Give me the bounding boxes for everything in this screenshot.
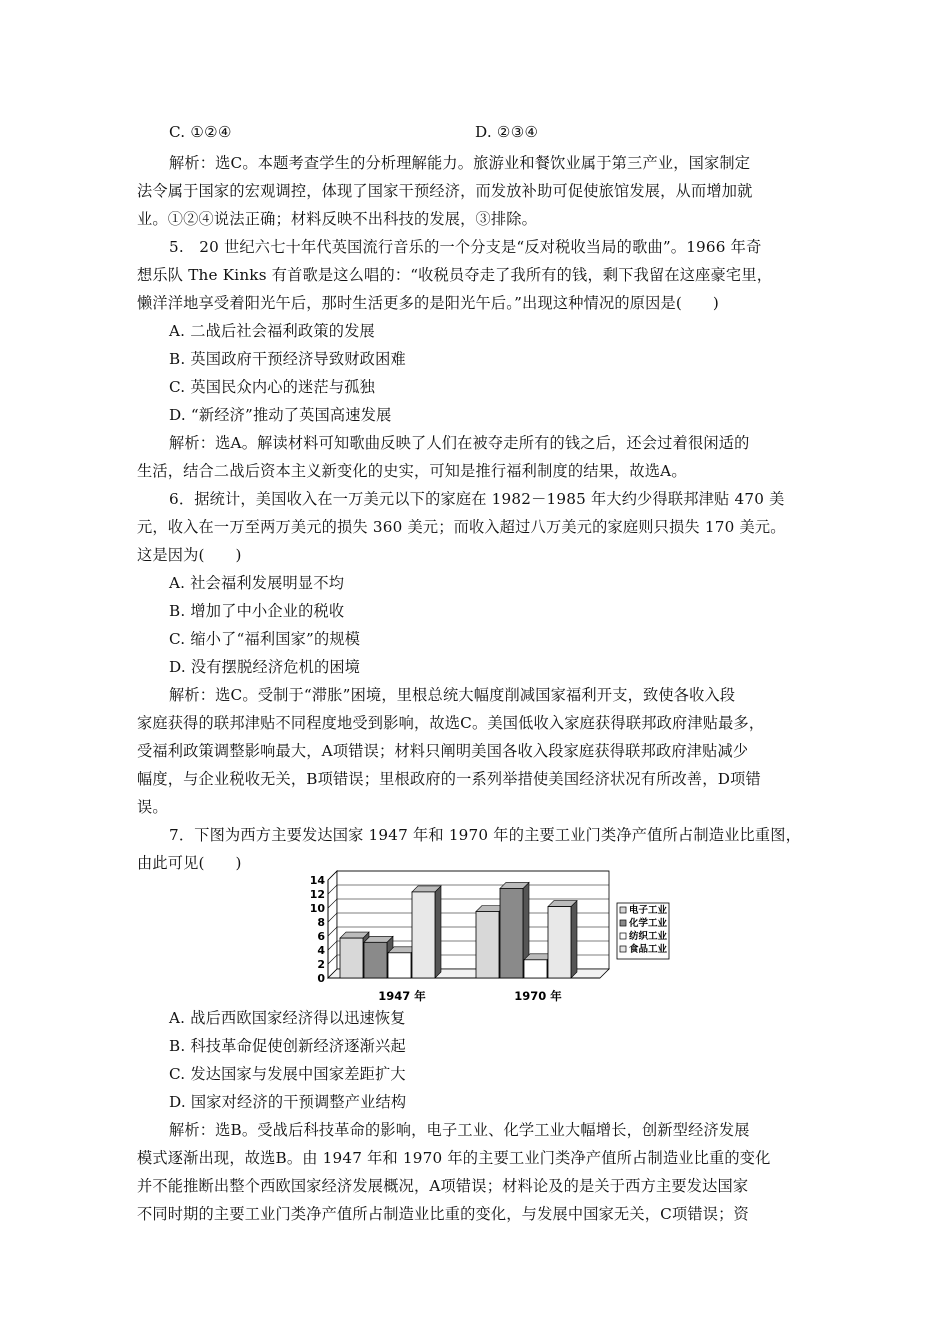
q5-option-c: C. 英国民众内心的迷茫与孤独: [169, 378, 375, 396]
q7-stem-line: 由此可见( ): [137, 854, 242, 872]
q5-option-a: A. 二战后社会福利政策的发展: [169, 322, 375, 340]
q5-analysis-line: 解析：选A。解读材料可知歌曲反映了人们在被夺走所有的钱之后，还会过着很闲适的: [169, 434, 750, 452]
legend-swatch: [620, 946, 626, 952]
q6-analysis-line: 受福利政策调整影响最大，A项错误；材料只阐明美国各收入段家庭获得联邦政府津贴减少: [137, 742, 749, 760]
q4-analysis-line: 解析：选C。本题考查学生的分析理解能力。旅游业和餐饮业属于第三产业，国家制定: [169, 154, 751, 172]
chart-ytick-label: 6: [317, 930, 325, 943]
q5-stem-line: 懒洋洋地享受着阳光午后，那时生活更多的是阳光午后。”出现这种情况的原因是( ): [137, 294, 719, 312]
q6-stem-line: 6．据统计，美国收入在一万美元以下的家庭在 1982－1985 年大约少得联邦津贴 470 美: [169, 490, 785, 508]
bar: [340, 938, 363, 978]
q7-option-c: C. 发达国家与发展中国家差距扩大: [169, 1065, 406, 1083]
chart-ytick-label: 14: [309, 874, 325, 887]
chart-ytick-label: 10: [309, 902, 325, 915]
q6-option-a: A. 社会福利发展明显不均: [169, 574, 345, 592]
q5-option-b: B. 英国政府干预经济导致财政困难: [169, 350, 406, 368]
q4-option-c: C. ①②④: [169, 123, 232, 141]
q6-option-b: B. 增加了中小企业的税收: [169, 602, 345, 620]
chart-side-wall: [328, 871, 337, 978]
legend-label: 电子工业: [629, 905, 668, 916]
bar-side: [435, 886, 441, 978]
q7-option-a: A. 战后西欧国家经济得以迅速恢复: [169, 1009, 406, 1027]
chart-ytick-label: 8: [317, 916, 325, 929]
q5-option-d: D. “新经济”推动了英国高速发展: [169, 406, 392, 424]
legend-label: 食品工业: [629, 944, 668, 955]
q4-analysis-line: 业。①②④说法正确；材料反映不出科技的发展，③排除。: [137, 210, 538, 228]
chart-ytick-label: 12: [309, 888, 325, 901]
legend-swatch: [620, 933, 626, 939]
bar-side: [571, 901, 577, 978]
bar: [524, 960, 547, 978]
chart-category-label: 1970 年: [514, 989, 562, 1003]
legend-swatch: [620, 907, 626, 913]
industry-share-chart: [298, 868, 680, 1003]
q7-analysis-line: 并不能推断出整个西欧国家经济发展概况，A项错误；材料论及的是关于西方主要发达国家: [137, 1177, 749, 1195]
q7-analysis-line: 解析：选B。受战后科技革命的影响，电子工业、化学工业大幅增长，创新型经济发展: [169, 1121, 750, 1139]
q5-stem-line: 想乐队 The Kinks 有首歌是这么唱的：“收税员夺走了我所有的钱，剩下我留在这座豪宅里，: [137, 266, 773, 284]
bar: [388, 953, 411, 978]
legend-swatch: [620, 920, 626, 926]
chart-ytick-label: 2: [317, 958, 325, 971]
q7-option-b: B. 科技革命促使创新经济逐渐兴起: [169, 1037, 406, 1055]
q6-analysis-line: 误。: [137, 798, 168, 816]
chart-ytick-label: 0: [317, 972, 325, 985]
q6-analysis-line: 家庭获得的联邦津贴不同程度地受到影响，故选C。美国低收入家庭获得联邦政府津贴最多，: [137, 714, 765, 732]
q7-analysis-line: 不同时期的主要工业门类净产值所占制造业比重的变化，与发展中国家无关，C项错误；资: [137, 1205, 749, 1223]
bar: [548, 907, 571, 978]
q6-analysis-line: 幅度，与企业税收无关，B项错误；里根政府的一系列举措使美国经济状况有所改善，D项错: [137, 770, 761, 788]
q6-option-d: D. 没有摆脱经济危机的困境: [169, 658, 361, 676]
q7-analysis-line: 模式逐渐出现，故选B。由 1947 年和 1970 年的主要工业门类净产值所占制造业比重的变化: [137, 1149, 771, 1167]
chart-ytick-label: 4: [317, 944, 325, 957]
q4-option-d: D. ②③④: [475, 123, 539, 141]
bar: [476, 912, 499, 979]
q4-analysis-line: 法令属于国家的宏观调控，体现了国家干预经济，而发放补助可促使旅馆发展，从而增加就: [137, 182, 753, 200]
q6-analysis-line: 解析：选C。受制于“滞胀”困境，里根总统大幅度削减国家福利开支，致使各收入段: [169, 686, 736, 704]
chart-category-label: 1947 年: [378, 989, 426, 1003]
legend-label: 化学工业: [629, 918, 668, 929]
q6-option-c: C. 缩小了“福利国家”的规模: [169, 630, 361, 648]
q5-analysis-line: 生活，结合二战后资本主义新变化的史实，可知是推行福利制度的结果，故选A。: [137, 462, 687, 480]
legend-label: 纺织工业: [629, 931, 668, 942]
bar: [412, 892, 435, 978]
q6-stem-line: 元，收入在一万至两万美元的损失 360 美元；而收入超过八万美元的家庭则只损失 170 美元。: [137, 518, 786, 536]
q5-stem-line: 5. 20 世纪六七十年代英国流行音乐的一个分支是“反对税收当局的歌曲”。1966 年奇: [169, 238, 762, 256]
q6-stem-line: 这是因为( ): [137, 546, 242, 564]
bar: [500, 888, 523, 978]
q7-option-d: D. 国家对经济的干预调整产业结构: [169, 1093, 407, 1111]
q7-stem-line: 7．下图为西方主要发达国家 1947 年和 1970 年的主要工业门类净产值所占制造业比重图，: [169, 826, 802, 844]
bar: [364, 942, 387, 978]
